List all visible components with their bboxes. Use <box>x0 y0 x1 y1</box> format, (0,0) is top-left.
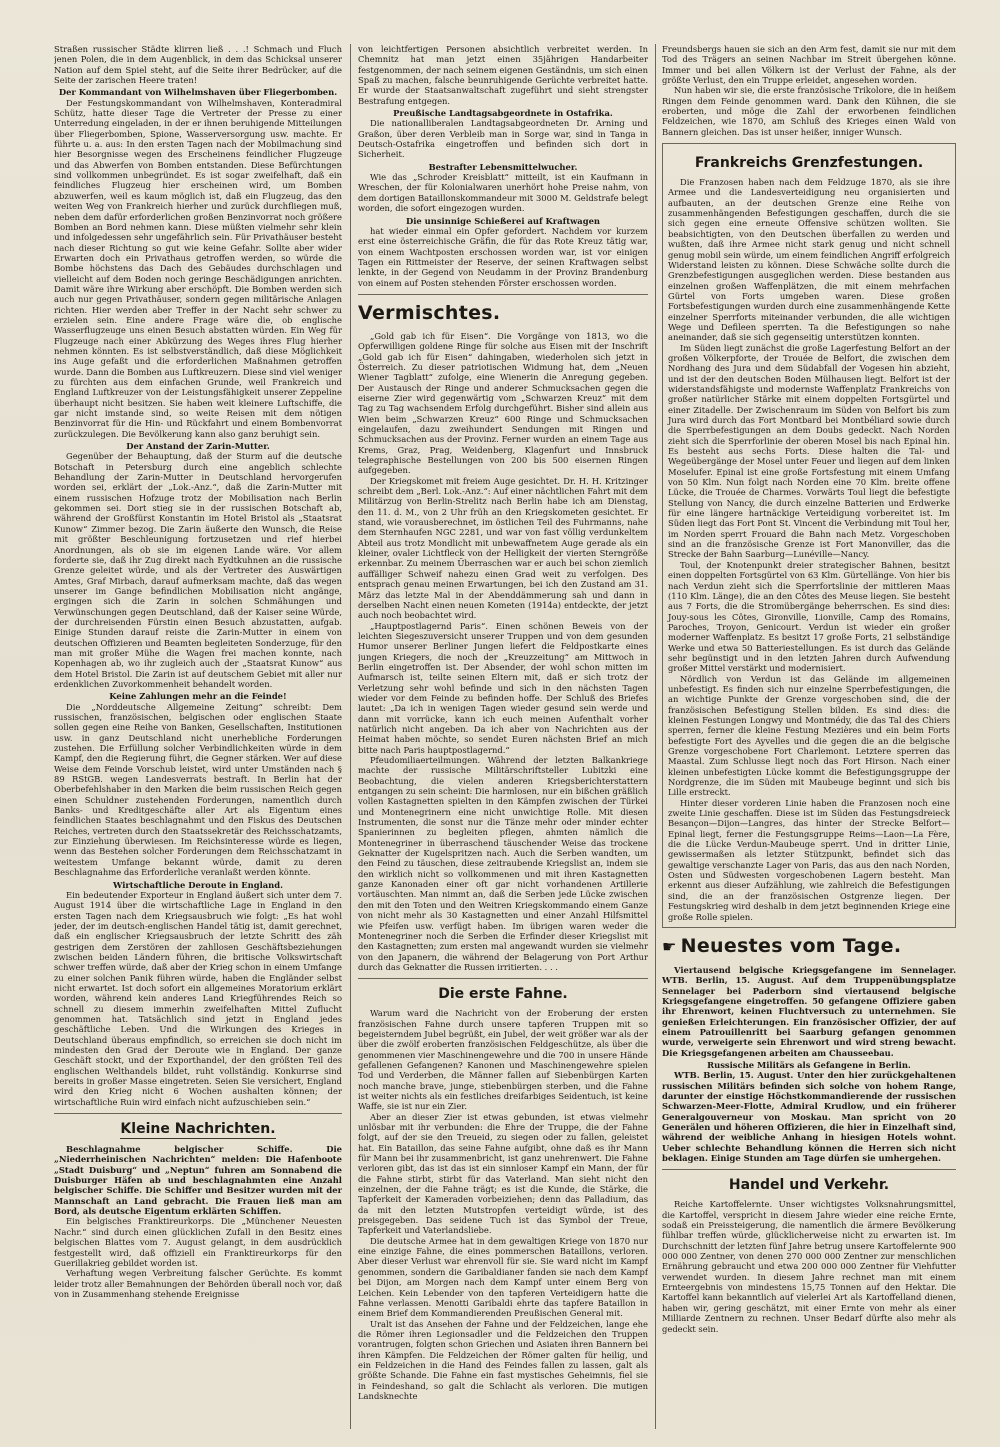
news-item: Verhaftung wegen Verbreitung falscher Gerüchte. Es kommt leider trotz aller Bemahnungen der Behörden überall noch vor, daß von in Zusammenhang stehende Ereignisse <box>54 1268 342 1299</box>
article-heading: Der Kommandant von Wilhelmshaven über Fliegerbomben. <box>58 87 338 98</box>
pointing-hand-icon: ☛ <box>662 936 677 956</box>
article-text: Der Kriegskomet mit freiem Auge gesichtet. Dr. H. H. Kritzinger schreibt dem „Berl. Lok.-Anz.“: Auf einer nächtlichen Fahrt mit dem Militärzug von Berlin-Strelitz nach Berlin habe ich am Dienstag, den 11. d. M., von 2 Uhr früh an den Kriegskometen gesichtet. Er stand, wie vorausberechnet, im östlichen Teil des Fuhrmanns, nahe dem Sternhaufen NGC 2281, und war von fast völlig verdunkeltem Abteil aus trotz Mondlicht mit unbewaffnetem Auge gerade als ein kleiner, ovaler Lichtfleck von der Helligkeit der vierten Sterngröße erkennbar. Zu meinem Überraschen war er auch bei schon ziemlich auffälliger Schweif nahezu einen Grad weit zu verfolgen. Des entsprach genau meinen Erwartungen, bei ich den Zustand am 31. März das letzte Mal in der Abenddämmerung sah und dann in derselben Nacht einen neuen Kometen (1914a) entdeckte, der jetzt auch noch beobachtet wird. <box>358 475 648 621</box>
section-divider <box>358 978 648 979</box>
news-item: Ein belgisches Franktireurkorps. Die „Münchener Neuesten Nachr.“ sind durch einen glücklichen Zufall in den Besitz eines belgischen Blattes vom 7. August gelangt, in dem ausdrücklich festgestellt wird, daß offiziell ein Franktireurkorps für den Guerillakrieg gebildet worden ist. <box>54 1216 342 1268</box>
section-divider <box>358 294 648 295</box>
article-text: Gegenüber der Behauptung, daß der Sturm auf die deutsche Botschaft in Petersburg durch eine angeblich schlechte Behandlung der Zarin-Mutter in Deutschland hervorgerufen worden sei, erklärt der „Lok.-Anz.“, daß die Zarin-Mutter mit einem russischen Hofzuge trotz der Mobilisation nach Berlin gekommen sei. Dort stieg sie in der russischen Botschaft ab, während der Großfürst Konstantin im Hotel Bristol als „Staatsrat Kunow“ Zimmer bezog. Die Zarin äußerte den Wunsch, die Reise mit größter Beschleunigung fortzusetzen und rief hierbei Anordnungen, als ob sie im eigenen Lande wäre. Vor allem forderte sie, daß ihr Zug direkt nach Eydtkuhnen an die russische Grenze geleitet würde, und als der Vertreter des Auswärtigen Amtes, Graf Mirbach, darauf aufmerksam machte, daß das wegen unserer im Gange befindlichen Mobilisation nicht angänge, ergingen sich die Zarin in solchen Schmähungen und Verwünschungen gegen Deutschland, daß der Kaiser seine Würde, der durchreisenden Fürstin einen Besuch abzustatten, aufgab. Einige Stunden darauf reiste die Zarin-Mutter in einem von deutschen Offizieren und Beamten begleiteten Sonderzuge, für den man mit großer Mühe die Wagen frei machen konnte, nach Kopenhagen ab, wo ihr zugleich auch der „Staatsrat Kunow“ aus dem Hotel Bristol. Die Zarin ist auf deutschem Gebiet mit aller nur erdenklichen Zuvorkommenheit behandelt worden. <box>54 451 342 689</box>
article-text: Toul, der Knotenpunkt dreier strategischer Bahnen, besitzt einen doppelten Fortsgürtel von 63 Klm. Gürtellänge. Von hier bis nach Verdun zieht sich die Sperrfortslinie der mittleren Maas (110 Klm. Länge), die an den Côtes des Meuse liegen. Sie besteht aus 7 Forts, die die Stromübergänge beherrschen. Es sind dies: Jouy-sous les Côtes, Gironville, Lionville, Camp des Romains, Paroches, Troyon, Genicourt. Verdun ist wieder ein großer moderner Waffenplatz. Es besitzt 17 große Forts, 21 selbständige Werke und etwa 50 Batteriestellungen. Es ist durch das Gelände sehr begünstigt und in den letzten Jahren durch Aufwendung großer Mittel verstärkt und modernisiert. <box>668 559 950 674</box>
article-heading: Russische Militärs als Gefangene in Berlin. <box>707 1059 911 1070</box>
article-heading: Wirtschaftliche Deroute in England. <box>112 879 284 890</box>
news-item: WTB. Berlin, 15. August. Unter den hier zurückgehaltenen russischen Militärs befinden sich solche von hohem Range, darunter der einstige Höchstkommandierende der russischen Schwarzen-Meer-Flotte, Admiral Krudlow, und ein früherer Generalgouverneur von Moskau. Man spricht von 20 Generälen und höheren Offizieren, die hier in Einzelhaft sind, während der weibliche Anhang in hiesigen Hotels wohnt. Ueber schlechte Behandlung können die Herren sich nicht beklagen. Einige Stunden am Tage dürfen sie umhergehen. <box>662 1070 956 1164</box>
article-heading: Der Anstand der Zarin-Mutter. <box>126 441 270 452</box>
section-divider <box>54 1113 342 1114</box>
article-heading: Keine Zahlungen mehr an die Feinde! <box>109 691 287 702</box>
article-text: hat wieder einmal ein Opfer gefordert. Nachdem vor kurzem erst eine österreichische Gräfin, die für das Rote Kreuz tätig war, von einem Wachtposten erschossen worden war, ist vor einigen Tagen ein Rittmeister der Reserve, der seinen Kraftwagen selbst lenkte, in der Gegend von Neudamm in der Provinz Brandenburg von einem auf Posten stehenden Förster erschossen worden. <box>358 225 648 288</box>
article-text: Die nationalliberalen Landtagsabgeordneten Dr. Arning und Graßon, über deren Verbleib man in Sorge war, sind in Tanga in Deutsch-Ostafrika eingetroffen und befinden sich dort in Sicherheit. <box>358 118 648 160</box>
article-text: Wie das „Schroder Kreisblatt“ mitteilt, ist ein Kaufmann in Wreschen, der für Kolonialwaren unerhört hohe Preise nahm, von dem dortigen Bataillonskommandeur mit 3000 M. Geldstrafe belegt worden, die sofort eingezogen wurden. <box>358 172 648 214</box>
boxed-article <box>662 143 956 928</box>
article-text: Reiche Kartoffelernte. Unser wichtigstes Volksnahrungsmittel, die Kartoffel, verspricht in diesem Jahre wieder eine reiche Ernte, sodaß ein Preissteigerung, die namentlich die ärmere Bevölkerung fühlbar treffen würde, glücklicherweise nicht zu erwarten ist. Im Durchschnitt der letzten fünf Jahre betrug unsere Kartoffelernte 900 000 000 Zentner, von denen 270 000 000 Zentner zur menschlichen Ernährung gebraucht und etwa 200 000 000 Zentner für Viehfutter verwendet wurden. In diesem Jahre rechnet man mit einem Ernteergebnis von mindestens 15,75 Tonnen auf den Hektar. Die Kartoffel kann bekanntlich auf vielerlei Art als Kartoffelland dienen, haben wir, gering geschätzt, mit einer Ernte von mehr als einer Milliarde Zentnern zu rechnen. Unser Bedarf dürfte also mehr als gedeckt sein. <box>662 1199 956 1334</box>
article-text: Die deutsche Armee hat in dem gewaltigen Kriege von 1870 nur eine einzige Fahne, die eines pommerschen Bataillons, verloren. Aber dieser Verlust war ehrenvoll für sie. Sie ward nicht im Kampf genommen, sondern die Garibaldianer fanden sie nach dem Kampf bei Dijon, am Morgen nach dem Kampf unter einem Berg von Leichen. Kein Lebender von den tapferen Verteidigern hatte die Fahne verlassen. Menotti Garibaldi ehrte das tapfere Bataillon in einem Brief dem Kommandierenden Preußischen General mit. <box>358 1235 648 1319</box>
column-3 <box>662 44 956 1429</box>
article-text: Nördlich von Verdun ist das Gelände im allgemeinen unbefestigt. Es finden sich nur einzelne Sperrbefestigungen, die an wichtige Punkte der Grenze vorgeschoben sind, die der französischen Befestigung Stellen bilden. Es sind dies: die kleinen Festungen Longwy und Montmédy, die das Tal des Chiers sperren, ferner die kleine Festung Mezières und ein beim Forts befestigte Fort des Ayvelles und die gegen die an die belgische Grenze vorgeschobene Fort Charlemont. Letztere sperren das Maastal. Zum Schlusse liegt noch das Fort Hirson. Nach einer kleinen unbefestigten Lücke kommt die Befestigungsgruppe der Nordgrenze, die im Süden mit Maubeuge beginnt und sich bis Lille erstreckt. <box>668 673 950 798</box>
column-1 <box>54 44 342 1429</box>
article-text: Im Süden liegt zunächst die große Lagerfestung Belfort an der großen Völkerpforte, der Trouée de Belfort, die zwischen dem Nordhang des Jura und dem Südabfall der Vogesen hin abzieht, und ist der den deutschen Boden Mülhausen liegt. Belfort ist der widerstandsfähigste und modernste Waffenplatz Frankreichs von großer natürlicher Stärke mit einem doppelten Fortsgürtel und einer Zitadelle. Der Zwischenraum im Süden von Belfort bis zum Jura wird durch das Fort Montbard bei Montbéliard sowie durch die Sperrbefestigungen an dem Doubs gedeckt. Nach Norden zieht sich die Sperrforlinie der oberen Mosel bis nach Epinal hin. Es besteht aus sechs Forts. Diese halten die Tal- und Wegeübergänge der Mosel unter Feuer und liegen auf dem linken Moselufer. Epinal ist eine große Fortsfestung mit einem Umfang von 50 Klm. Nun folgt nach Norden eine 70 Klm. breite offene Lücke, die Trouée de Charmes. Vorwärts Toul liegt die befestigte Stellung von Nancy, die durch einzelne Batterien und Erdwerke für eine längere hartnäckige Verteidigung vorbereitet ist. Im Süden liegt das Fort Pont St. Vincent die Verbindung mit Toul her, im Norden sperrt Frouard die Bahn nach Metz. Vorgeschoben sind an die französische Grenze ist Fort Manonviller, das die Strecke der Bahn Saarburg—Lunéville—Nancy. <box>668 342 950 560</box>
article-text: Pfeudomiliaerteilmungen. Während der letzten Balkankriege machte der russische Militärschriftsteller Lubitzki eine Beobachtung, die vielen anderen Kriegsberichterstattern entgangen zu sein scheint: Die harmlosen, nur ein bißchen gräßlich vollen Kastagnetten spielten in den Kämpfen zwischen der Türkei und Montenegrinern eine nicht unwichtige Rolle. Mit diesen Instrumenten, die sonst nur die Tänze mehr oder minder echter Spanierinnen zu begleiten pflegen, ahmten nämlich die Montenegriner in überraschend täuschender Weise das trockene Geknatter der Kugelspritzen nach. Auch die Serben wandten, um den Feind zu täuschen, diese zeitraubende Kriegslist an, indem sie den wirklich nicht so vollkommenen und mit ihren Kastagnetten ganze Kanonaden einer oft gar nicht vorhandenen Artillerie vortäuschten. Man nimmt an, daß die Serben jede Lücke zwischen den mit den Toten und den Weitren Kriegskommando einem Ganze von nicht mehr als 30 Kastagnetten und einer Anzahl Hilfsmittel wie Pfeifen usw. verfügt haben. Im übrigen waren weder die Montenegriner noch die Serben die Erfinder dieser Kriegslist mit den Kastagnetten; zum ersten mal angewandt wurden sie vielmehr von den Japanern, die während der Belagerung von Port Arthur durch das Geknatter die Russen irritierten. . . . <box>358 755 648 972</box>
article-text: Ein bedeutender Exporteur in England äußert sich unter dem 7. August 1914 über die wirtschaftliche Lage in England in den ersten Tagen nach dem Kriegsausbruch wie folgt: „Es hat wohl jeder, der im deutsch-englischen Handel tätig ist, damit gerechnet, daß ein englischer Kriegsausbruch der letzte Schritt des zäh gestrigen dem Zerstören der zahllosen Geschäftsbeziehungen zwischen beiden Ländern führen, die britische Volkswirtschaft schwer treffen würde, daß aber der Krieg schon in einem Umfange zu einer solchen Panik führen würde, haben die Engländer selbst nicht erwartet. Ist doch sofort ein allgemeines Moratorium erklärt worden, während kein anderes Land Kriegführendes Reich so schnell zu diesem immerhin zweifelhaften Mittel Zuflucht genommen hat. Tatsächlich sind jetzt in England jedes geschäftliche Leben. Und die Wirkungen des Krieges in Deutschland überaus empfindlich, so erreichen sie doch nicht im mindesten den Grad der Deroute wie in England. Der ganze Geschäft stockt, und der Exporthandel, der den größten Teil des englischen Welthandels bildet, ruht vollständig. Konkurrse sind bereits in großer Masse eingetreten. Seien Sie versichert, England wird den Krieg nicht 6 Wochen aushalten können; der wirtschaftliche Ruin wird einfach nicht aufzuschieben sein.“ <box>54 889 342 1107</box>
article-text: Hinter dieser vorderen Linie haben die Franzosen noch eine zweite Linie geschaffen. Diese ist im Süden das Festungsdreieck Besançon—Dijon—Langres, das hinter der Strecke Belfort—Epinal liegt, ferner die Festungsgruppe Reims—Laon—La Fère, die die Lücke Verdun-Maubeuge sperrt. Und in dritter Linie, gewissermaßen als letzter Stützpunkt, befindet sich das gewaltige verschanzte Lager von Paris, das aus den nach Norden, Osten und Südwesten vorgeschobenen Lagern besteht. Man erkennt aus dieser Aufzählung, wie zahlreich die Befestigungen sind, die an der französischen Ostgrenze liegen. Der Festungskrieg wird deshalb in dem jetzt beginnenden Kriege eine große Rolle spielen. <box>668 797 950 922</box>
article-text: „Gold gab ich für Eisen“. Die Vorgänge von 1813, wo die Opferwilligen goldene Ringe für solche aus Eisen mit der Inschrift „Gold gab ich für Eisen“ dahingaben, wiederholen sich jetzt in Österreich. Zu dieser patriotischen Widmung hat, dem „Neuen Wiener Tagblatt“ zufolge, eine Wienerin die Anregung gegeben. Der Austausch der Ringe und anderer Schmucksachen gegen die eiserne Zier wird gegenwärtig vom „Schwarzen Kreuz“ mit dem Tag zu Tag wachsendem Erfolg durchgeführt. Bisher sind allein aus Wien beim „Schwarzen Kreuz“ 600 Ringe und Schmucksachen eingelaufen, dazu zweihundert Sendungen mit Ringen und Schmucksachen aus der Provinz. Ferner wurden an einem Tage aus Krems, Graz, Prag, Weidenberg, Klagenfurt und Innsbruck telegraphische Bestellungen von 200 bis 500 eisernen Ringen aufgegeben. <box>358 330 648 476</box>
news-item: Beschlagnahme belgischer Schiffe. Die „Niederrheinischen Nachrichten“ melden: Die Hafenboote „Stadt Duisburg“ und „Neptun“ fuhren am Sonnabend die Duisburger Häfen ab und beschlagnahmten eine Anzahl belgischer Schiffe. Die Schiffer und Besitzer wurden mit der Mannschaft an Land gebracht. Die Frauen ließ man am Bord, als deutsche Eigentum erklärten Schiffen. <box>54 1144 342 1217</box>
column-rule <box>350 44 351 1429</box>
article-heading: Preußische Landtagsabgeordnete in Ostafrika. <box>393 108 613 119</box>
section-heading-erste-fahne: Die erste Fahne. <box>438 986 568 1003</box>
article-heading: Die unsinnige Schießerei auf Kraftwagen <box>405 215 601 226</box>
article-text: Nun haben wir sie, die erste französische Trikolore, die in heißem Ringen dem Feinde genommen ward. Dank den Kühnen, die sie eroberten, und möge die Zahl der erworbenen feindlichen Feldzeichen, wie 1870, am Schluß des Krieges einen Wald von Bannern gleichen. Das ist unser heißer, inniger Wunsch. <box>662 85 956 137</box>
article-text: Die „Norddeutsche Allgemeine Zeitung“ schreibt: Dem russischen, französischen, belgischen oder englischen Staate sollen gegen eine Reihe von Banken, Gesellschaften, Institutionen usw. in ganz Deutschland nicht unerhebliche Forderungen zustehen. Die Erfüllung solcher Verbindlichkeiten würde in dem Kampf, den die Regierung führt, die Gegner stärken. Wer auf diese Weise dem Feinde Vorschub leistet, wird unter Umständen nach § 89 RStGB. wegen Landesverrats bestraft. In Berlin hat der Oberbefehlshaber in den Marken die beim russischen Reich gegen einen Schuldner zustehenden Forderungen, namentlich durch Banks- und Kreditgeschäfte aller Art als Eigentum eines feindlichen Staates beschlagnahmt und den Fiskus des Deutschen Reiches, vertreten durch den Staatssekretär des Reichsschatzamts, zur Einziehung überwiesen. Im Reichsinteresse würde es liegen, wenn das Bestehen solcher Forderungen dem Reichsschatzamt in weitestem Umfange bekannt würde, damit zu deren Beschlagnahme das Erforderliche veranlaßt werden könnte. <box>54 701 342 878</box>
section-divider <box>662 1169 956 1170</box>
column-rule <box>655 44 656 1429</box>
article-text: Straßen russischer Städte klirren ließ . . .! Schmach und Fluch jenen Polen, die in dem Augenblick, in dem das Schicksal unserer Nation auf dem Spiel steht, auf die Seite ihrer Bedrücker, auf die Seite der zarischen Heere traten! <box>54 44 342 86</box>
section-heading-vermischtes: Vermischtes. <box>358 301 501 324</box>
article-text: Die Franzosen haben nach dem Feldzuge 1870, als sie ihre Armee und die Landesverteidigung neu organisierten und aufbauten, an der deutschen Grenze eine Reihe von zusammenhängenden Befestigungen geschaffen, durch die sie sich gegen eine erneute Offensive schützen wollten. Sie beabsichtigten, von den Deutschen überfallen zu werden und wußten, daß ihre Armee nicht stark genug und nicht schnell genug mobil sein würde, um einem feindlichen Angriff erfolgreich Widerstand leisten zu können. Diese Schwäche sollte durch die Grenzbefestigungen ausgeglichen werden. Diese bestanden aus einzelnen großen Waffenplätzen, die mit einem mehrfachen Gürtel von Forts umgeben waren. Diese großen Fortsbefestigungen wurden durch eine zusammenhängende Kette einzelner Sperrforts miteinander verbunden, die alle wichtigen Wege und Defileen sperrten. Ta die Befestigungen so nahe aneinander, daß sie sich gegenseitig unterstützen konnten. <box>668 177 950 343</box>
article-text: Aber an dieser Zier ist etwas gebunden, ist etwas vielmehr unlösbar mit ihr verbunden: die Ehre der Truppe, die der Fahne folgt, auf der sie den Treueid, zu siegen oder zu fallen, geleistet hat. Ein Bataillon, das seine Fahne aufgibt, ohne daß es ihr Mann für Mann bei ihr zusammenbricht, ist ganz unehrenwert. Die Fahne verloren gibt, das ist das ist ein sinnloser Kampf ein Mann, der für die Fahne stirbt, stirbt für das Vaterland. Man sieht nicht den einzelnen, der die Fahne trägt; es ist die Kunde, die Stärke, die Tapferkeit der Kameraden vorbeiziehen; denn das Palladium, das da mit den letzten Mutstropfen verteidigt würde, ist des preisgegeben. Das seidene Tuch ist das Symbol der Treue, Tapferkeit und Vaterlandsliebe. <box>358 1111 648 1236</box>
article-text: Warum ward die Nachricht von der Eroberung der ersten französischen Fahne durch unsere tapferen Truppen mit so begeisterndem Jubel begrüßt, ein Jubel, der weit größer war als der über die zwölf eroberten französischen Feldgeschütze, als über die genommenen vier Maschinengewehre und die 700 in unsere Hände gefallenen Gefangenen? Kanonen und Maschinengewehre spielen Tod und Verderben, die Männer fallen auf Siebenbürgen Karten noch manche brave, junge, stiebenbürgen sterben, und die Fahne ist weiter nichts als ein festliches dreifarbiges Seidentuch, ist keine Waffe, sie ist nur ein Zier. <box>358 1008 648 1112</box>
column-2 <box>358 44 648 1429</box>
section-heading-grenzfestungen: Frankreichs Grenzfestungen. <box>694 155 924 172</box>
article-text: Der Festungskommandant von Wilhelmshaven, Konteradmiral Schütz, hatte dieser Tage die Vertreter der Presse zu einer Unterredung eingeladen, in der er ihnen beruhigende Mitteilungen über Fliegerbomben, Spione, Wasserversorgung usw. machte. Er führte u. a. aus: In den ersten Tagen nach der Mobilmachung sind hier Besorgnisse wegen des Erscheinens feindlicher Flugzeuge und das Abwerfen von Bomben entstanden. Diese Befürchtungen sind vollkommen unbegründet. Es ist sogar zweifelhaft, daß ein feindliches Flugzeug hier erscheinen wird, um Bomben abzuwerfen, weil es kaum möglich ist, daß ein Flugzeug, das den weiten Weg von Frankreich hierher und zurück durchfliegen muß, neben dem dafür erforderlichen großen Benzinvorrat noch größere Bomben an Bord nehmen kann. Diese müßten vielmehr sehr klein und infolgedessen sehr ungefährlich sein. Für Privathäuser besteht nach dieser Richtung so gut wie keine Gefahr. Sollte aber wider Erwarten doch ein Privathaus getroffen werden, so würde die Bombe höchstens das Dach des Gebäudes durchschlagen und vielleicht auf dem Boden noch geringe Beschädigungen anrichten. Damit wäre ihre Wirkung aber erschöpft. Die Bomben werden sich auch nur gegen Privathäuser, sondern gegen militärische Anlagen richten. Hier werden aber Treffer in der Nacht sehr schwer zu erzielen sein. Eine andere Frage wäre die, ob englische Wasserflugzeuge uns einen Besuch abstatten würden. Ein Weg für Flugzeuge nach einer Abkürzung des Weges ihres Flug hierher nehmen könnten. Es ist selbstverständlich, daß diese Möglichkeit ins Auge gefaßt und die erforderlichen Maßnahmen getroffen wurde. Dann die Bomben aus Luftkreuzern. Diese sind viel weniger zu fürchten aus dem einfachen Grunde, weil Frankreich und England Luftkreuzer von der Leistungsfähigkeit unserer Zeppeline überhaupt nicht besitzen. Sie haben weit kleinere Luftschiffe, die gar nicht imstande sind, so weite Reisen mit dem nötigen Benzinvorrat für die Hin- und Rückfahrt und einem Bombenvorrat zurückzulegen. Die Bevölkerung kann also ganz beruhigt sein. <box>54 97 342 439</box>
section-heading-neuestes: ☛ Neuestes vom Tage. <box>662 934 902 957</box>
article-text: Uralt ist das Ansehen der Fahne und der Feldzeichen, lange ehe die Römer ihren Legionsadler und die Feldzeichen den Truppen vorantrugen, folgten schon Griechen und Asiaten ihren Bannern bei ihren Kämpfen. Die Feldzeichen der Römer galten für heilig, und ein Feldzeichen in die Hand des Feindes fallen zu lassen, galt als größte Schande. Die Fahne ein fast mystisches Geheimnis, fiel sie in Feindeshand, so galt die Schlacht als verloren. Die mutigen Landsknechte <box>358 1318 648 1401</box>
article-text: von leichtfertigen Personen absichtlich verbreitet werden. In Chemnitz hat man jetzt einen 35jährigen Handarbeiter festgenommen, der nach seinem eigenen Geständnis, um sich einen Spaß zu machen, falsche beunruhigende Gerüchte verbreitet hatte. Er wurde der Staatsanwaltschaft zugeführt und sieht strengster Bestrafung entgegen. <box>358 44 648 106</box>
section-heading-handel: Handel und Verkehr. <box>728 1177 890 1194</box>
article-text: Freundsbergs hauen sie sich an den Arm fest, damit sie nur mit dem Tod des Trägers an seinen Nachbar im Streit übergehen könne. Immer und bei allen Völkern ist der Verlust der Fahne, als der größte Verlust, den ein Truppe erleidet, angesehen worden. <box>662 44 956 86</box>
article-text: „Hauptpostlagernd Paris“. Einen schönen Beweis von der leichten Siegeszuversicht unserer Truppen und von dem gesunden Humor unserer Berliner Jungen liefert die Feldpostkarte eines jungen Kriegers, die noch der „Kreuzzeitung“ am Mittwoch in Berlin eingetroffen ist. Der Absender, der wohl schon mitten im Aufmarsch ist, teilte seinen Eltern mit, daß er sich trotz der Verletzung sehr wohl befinde und sich in den nächsten Tagen wieder vor dem Feinde zu befinden hoffe. Der Schluß des Briefes lautet: „Da ich in wenigen Tagen wieder gesund sein werde und dann mit vorrücke, kann ich euch meinen Aufenthalt vorher natürlich nicht angeben. Da ich aber von Nachrichten aus der Heimat haben möchte, so sendet Euren nächsten Brief an mich bitte nach Paris hauptpostlagernd.“ <box>358 620 648 755</box>
news-item: Viertausend belgische Kriegsgefangene im Sennelager. WTB. Berlin, 15. August. Auf dem Truppenübungsplatze Sennelager bei Paderborn sind viertausend belgische Kriegsgefangene eingetroffen. 50 gefangene Offiziere gaben ihr Ehrenwort, keinen Fluchtversuch zu unternehmen. Sie genießen Erleichterungen. Ein französischer Offizier, der auf einem Patrouillenritt bei Saarburg gefangen genommen wurde, verweigerte sein Ehrenwort und wird streng bewacht. Die Kriegsgefangenen arbeiten am Chausseebau. <box>662 964 956 1058</box>
article-heading: Bestrafter Lebensmittelwucher. <box>428 161 578 172</box>
section-heading-kleine-nachrichten: Kleine Nachrichten. <box>120 1121 276 1138</box>
